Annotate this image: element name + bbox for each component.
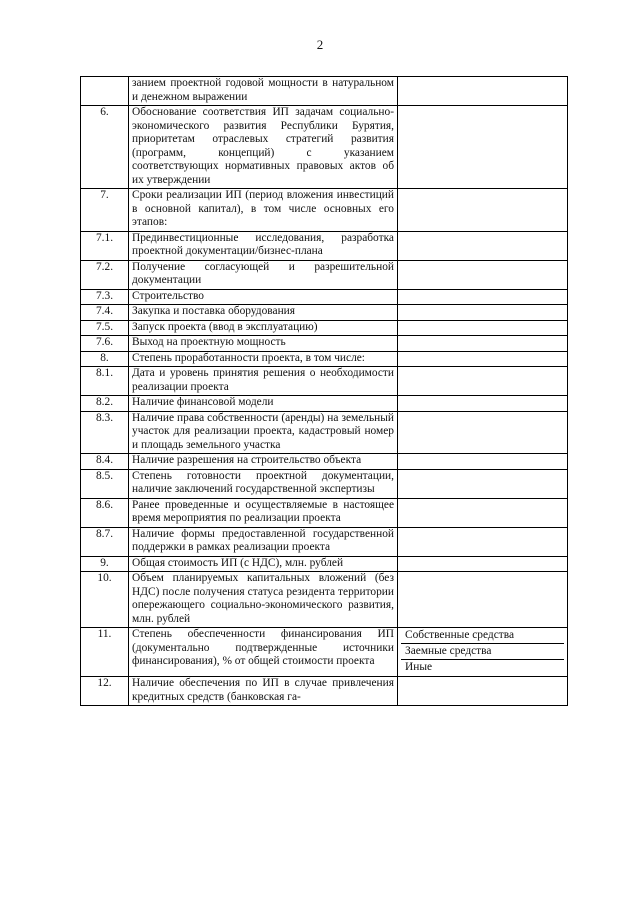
table-row — [81, 527, 568, 556]
row-number: 8.3. — [81, 411, 129, 454]
row-number: 8.5. — [81, 469, 129, 498]
row-number: 6. — [81, 106, 129, 189]
row-value-cell[interactable] — [398, 336, 568, 352]
row-number: 7. — [81, 189, 129, 232]
row-value-cell[interactable] — [398, 189, 568, 232]
table-row — [81, 106, 568, 189]
row-number: 8.4. — [81, 454, 129, 470]
row-value-cell[interactable] — [398, 556, 568, 572]
funding-option-own[interactable]: Собственные средства — [401, 628, 564, 644]
row-value-cell[interactable] — [398, 367, 568, 396]
row-description: Наличие разрешения на строительство объекта — [129, 454, 398, 470]
row-description: Закупка и поставка оборудования — [129, 305, 398, 321]
table-row — [81, 336, 568, 352]
row-value-cell[interactable] — [398, 231, 568, 260]
table-row — [81, 351, 568, 367]
row-number: 7.6. — [81, 336, 129, 352]
row-value-cell[interactable] — [398, 320, 568, 336]
row-description: Сроки реализации ИП (период вложения инвестиций в основной капитал), в том числе основных его этапов: — [129, 189, 398, 232]
table-row — [81, 454, 568, 470]
row-description: Степень обеспеченности финансирования ИП (документально подтвержденные источники финансирования), % от общей стоимости проекта — [129, 628, 398, 677]
table-row — [81, 260, 568, 289]
row-description: Обоснование соответствия ИП задачам социально-экономического развития Республики Бурятия, приоритетам отраслевых стратегий развития (программ, концепций) с указанием соответствующих нормативных правовых актов об их утверждении — [129, 106, 398, 189]
row-number: 7.1. — [81, 231, 129, 260]
funding-option-other[interactable]: Иные — [405, 661, 433, 673]
row-value-cell[interactable] — [398, 289, 568, 305]
row-description: Запуск проекта (ввод в эксплуатацию) — [129, 320, 398, 336]
table-row — [81, 677, 568, 706]
row-description: Общая стоимость ИП (с НДС), млн. рублей — [129, 556, 398, 572]
row-number: 7.3. — [81, 289, 129, 305]
row-description: Наличие финансовой модели — [129, 396, 398, 412]
row-value-cell[interactable] — [398, 396, 568, 412]
table-row — [81, 572, 568, 628]
row-description: Ранее проведенные и осуществляемые в настоящее время мероприятия по реализации проекта — [129, 498, 398, 527]
row-value-cell[interactable] — [398, 498, 568, 527]
row-value-cell[interactable] — [398, 469, 568, 498]
application-form-table — [80, 76, 568, 706]
row-number: 12. — [81, 677, 129, 706]
row-number: 7.2. — [81, 260, 129, 289]
table-row — [81, 189, 568, 232]
row-value-cell[interactable] — [398, 77, 568, 106]
row-value-cell[interactable] — [398, 527, 568, 556]
row-number: 8.2. — [81, 396, 129, 412]
row-description: Прединвестиционные исследования, разработка проектной документации/бизнес-плана — [129, 231, 398, 260]
row-number: 8. — [81, 351, 129, 367]
table-row — [81, 556, 568, 572]
row-value-cell[interactable] — [398, 351, 568, 367]
row-description: Степень готовности проектной документации, наличие заключений государственной экспертизы — [129, 469, 398, 498]
row-description: Выход на проектную мощность — [129, 336, 398, 352]
table-row — [81, 396, 568, 412]
row-value-cell[interactable] — [398, 260, 568, 289]
funding-sources-cell — [398, 628, 568, 677]
row-value-cell[interactable] — [398, 677, 568, 706]
row-number: 7.5. — [81, 320, 129, 336]
row-description: Наличие обеспечения по ИП в случае привлечения кредитных средств (банковская га- — [129, 677, 398, 706]
row-number: 9. — [81, 556, 129, 572]
page-number: 2 — [316, 37, 324, 52]
row-value-cell[interactable] — [398, 454, 568, 470]
table-row — [81, 231, 568, 260]
row-number: 10. — [81, 572, 129, 628]
table-row — [81, 320, 568, 336]
table-row — [81, 367, 568, 396]
row-description: Строительство — [129, 289, 398, 305]
table-row — [81, 469, 568, 498]
row-number: 8.1. — [81, 367, 129, 396]
table-row — [81, 305, 568, 321]
row-value-cell[interactable] — [398, 106, 568, 189]
table-row — [81, 289, 568, 305]
row-description: Наличие формы предоставленной государственной поддержки в рамках реализации проекта — [129, 527, 398, 556]
row-description: занием проектной годовой мощности в натуральном и денежном выражении — [129, 77, 398, 106]
table-row — [81, 77, 568, 106]
row-number — [81, 77, 129, 106]
row-value-cell[interactable] — [398, 411, 568, 454]
row-number: 8.7. — [81, 527, 129, 556]
row-number: 7.4. — [81, 305, 129, 321]
row-description: Наличие права собственности (аренды) на земельный участок для реализации проекта, кадастровый номер и площадь земельного участка — [129, 411, 398, 454]
row-value-cell[interactable] — [398, 305, 568, 321]
table-row — [81, 628, 568, 677]
row-value-cell[interactable] — [398, 572, 568, 628]
table-row — [81, 498, 568, 527]
table-row — [81, 411, 568, 454]
funding-option-borrowed[interactable]: Заемные средства — [401, 644, 564, 660]
row-description: Получение согласующей и разрешительной документации — [129, 260, 398, 289]
row-number: 11. — [81, 628, 129, 677]
row-description: Дата и уровень принятия решения о необходимости реализации проекта — [129, 367, 398, 396]
row-description: Степень проработанности проекта, в том числе: — [129, 351, 398, 367]
row-description: Объем планируемых капитальных вложений (без НДС) после получения статуса резидента территории опережающего социально-экономического развития, млн. рублей — [129, 572, 398, 628]
row-number: 8.6. — [81, 498, 129, 527]
